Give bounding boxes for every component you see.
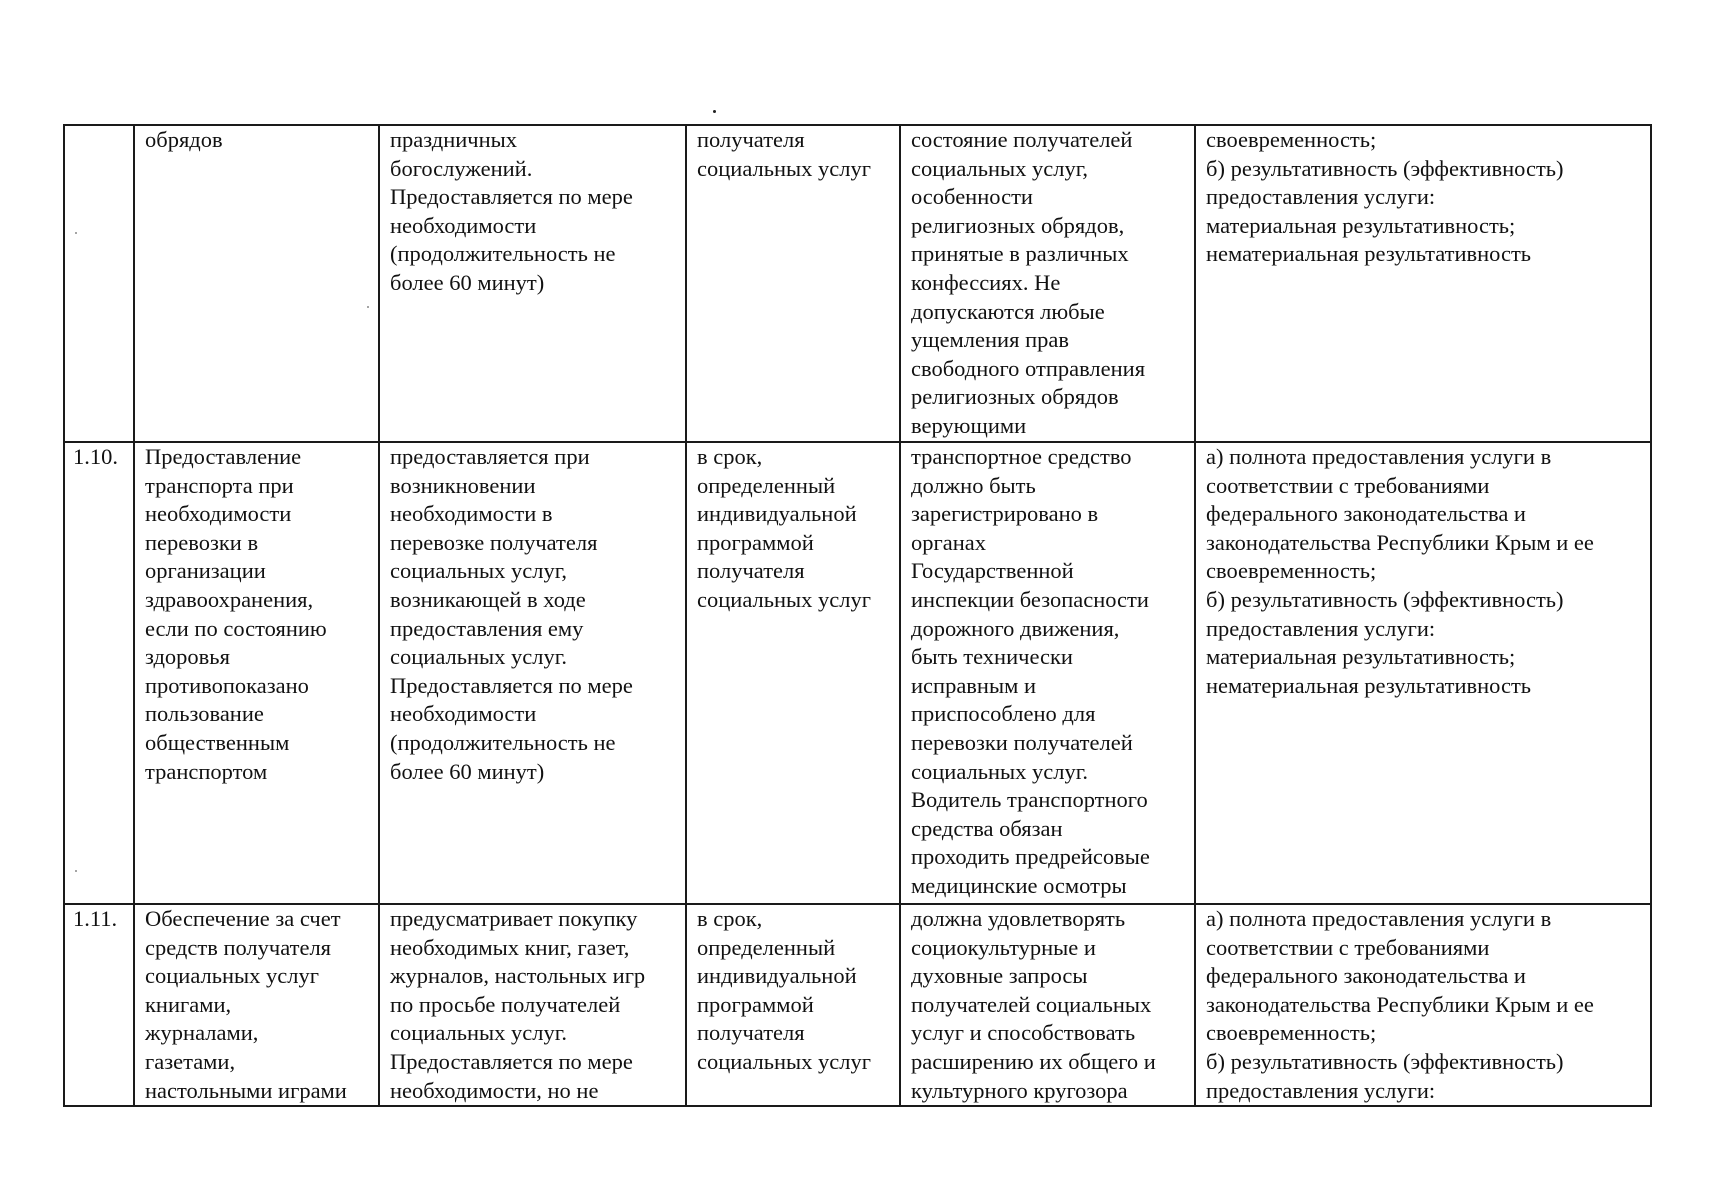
- table-row: [64, 442, 1651, 904]
- service-name-cell: [134, 904, 379, 1106]
- service-indicators-cell: [1195, 442, 1651, 904]
- scan-dot: [713, 110, 716, 113]
- cell-text-line: Предоставление: [145, 444, 302, 469]
- cell-text-line: должно быть: [911, 472, 1036, 498]
- service-content-cell: [379, 904, 686, 1106]
- cell-text-line: средства обязан: [911, 815, 1063, 841]
- cell-text-line: а) полнота предоставления услуги в: [1206, 906, 1552, 931]
- cell-text-line: б) результативность (эффективность): [1206, 1048, 1564, 1074]
- cell-text-line: получателя: [697, 127, 805, 152]
- row-number-cell: [64, 125, 134, 442]
- cell-text-line: в срок,: [697, 906, 763, 931]
- cell-text-line: богослужений.: [390, 155, 533, 181]
- cell-text-line: социальных услуг,: [911, 155, 1089, 181]
- cell-text-line: праздничных: [390, 127, 518, 152]
- cell-text-line: определенный: [697, 934, 836, 960]
- cell-text-line: своевременность;: [1206, 558, 1377, 584]
- cell-text-line: Предоставляется по мере: [390, 672, 633, 698]
- cell-text-line: Обеспечение за счет: [145, 906, 341, 931]
- cell-text-line: нематериальная результативность: [1206, 241, 1532, 267]
- cell-text-line: если по состоянию: [145, 615, 327, 641]
- service-conditions-cell: [900, 442, 1195, 904]
- cell-text-line: дорожного движения,: [911, 615, 1120, 641]
- cell-text-line: перевозке получателя: [390, 529, 598, 555]
- cell-text-line: перевозки получателей: [911, 729, 1133, 755]
- cell-text-line: предоставляется при: [390, 444, 590, 469]
- cell-text-line: необходимости: [390, 212, 537, 238]
- cell-text-line: расширению их общего и: [911, 1048, 1156, 1074]
- cell-text-line: перевозки в: [145, 529, 259, 555]
- cell-text-line: принятые в различных: [911, 241, 1129, 267]
- cell-text-line: духовные запросы: [911, 963, 1088, 989]
- cell-text-line: предоставления услуги:: [1206, 184, 1436, 210]
- service-indicators-cell: [1195, 904, 1651, 1106]
- cell-text-line: получателя: [697, 1020, 805, 1046]
- cell-text-line: программой: [697, 529, 814, 555]
- row-number-cell: 1.10.: [64, 442, 134, 904]
- cell-text-line: индивидуальной: [697, 963, 857, 989]
- cell-text-line: состояние получателей: [911, 127, 1133, 152]
- service-conditions-cell: [900, 904, 1195, 1106]
- row-number-cell: 1.11.: [64, 904, 134, 1106]
- cell-text-line: приспособлено для: [911, 701, 1096, 727]
- cell-text-line: проходить предрейсовые: [911, 844, 1150, 870]
- cell-text-line: социальных услуг: [697, 155, 871, 181]
- service-content-cell: [379, 125, 686, 442]
- cell-text-line: здравоохранения,: [145, 586, 314, 612]
- cell-text-line: социальных услуг,: [390, 558, 568, 584]
- cell-text-line: верующими: [911, 412, 1027, 438]
- cell-text-line: получателя: [697, 558, 805, 584]
- cell-text-line: программой: [697, 991, 814, 1017]
- cell-text-line: Предоставляется по мере: [390, 184, 633, 210]
- cell-text-line: здоровья: [145, 644, 230, 670]
- cell-text-line: особенности: [911, 184, 1033, 210]
- service-term-cell: [686, 125, 900, 442]
- cell-text-line: необходимости: [145, 501, 292, 527]
- cell-text-line: газетами,: [145, 1048, 236, 1074]
- cell-text-line: исправным и: [911, 672, 1036, 698]
- cell-text-line: в срок,: [697, 444, 763, 469]
- cell-text-line: противопоказано: [145, 672, 309, 698]
- cell-text-line: быть технически: [911, 644, 1073, 670]
- cell-text-line: необходимости в: [390, 501, 553, 527]
- cell-text-line: более 60 минут): [390, 269, 545, 295]
- cell-text-line: по просьбе получателей: [390, 991, 621, 1017]
- cell-text-line: транспортное средство: [911, 444, 1132, 469]
- cell-text-line: социальных услуг: [145, 963, 319, 989]
- cell-text-line: федерального законодательства и: [1206, 963, 1526, 989]
- cell-text-line: предусматривает покупку: [390, 906, 638, 931]
- table-row: [64, 125, 1651, 442]
- cell-text-line: соответствии с требованиями: [1206, 934, 1490, 960]
- table-row: [64, 904, 1651, 1106]
- cell-text-line: допускаются любые: [911, 298, 1105, 324]
- cell-text-line: инспекции безопасности: [911, 586, 1149, 612]
- cell-text-line: а) полнота предоставления услуги в: [1206, 444, 1552, 469]
- service-term-cell: [686, 904, 900, 1106]
- cell-text-line: необходимости, но не: [390, 1077, 599, 1103]
- service-conditions-cell: [900, 125, 1195, 442]
- cell-text-line: б) результативность (эффективность): [1206, 155, 1564, 181]
- cell-text-line: социальных услуг.: [390, 1020, 568, 1046]
- cell-text-line: религиозных обрядов,: [911, 212, 1125, 238]
- cell-text-line: свободного отправления: [911, 355, 1146, 381]
- cell-text-line: (продолжительность не: [390, 729, 616, 755]
- cell-text-line: настольными играми: [145, 1077, 347, 1103]
- cell-text-line: книгами,: [145, 991, 232, 1017]
- cell-text-line: материальная результативность;: [1206, 212, 1516, 238]
- cell-text-line: пользование: [145, 701, 264, 727]
- cell-text-line: транспортом: [145, 758, 268, 784]
- cell-text-line: должна удовлетворять: [911, 906, 1126, 931]
- service-term-cell: [686, 442, 900, 904]
- cell-text-line: предоставления услуги:: [1206, 615, 1436, 641]
- cell-text-line: средств получателя: [145, 934, 332, 960]
- service-name-cell: [134, 125, 379, 442]
- cell-text-line: федерального законодательства и: [1206, 501, 1526, 527]
- cell-text-line: обрядов: [145, 127, 223, 152]
- cell-text-line: религиозных обрядов: [911, 384, 1119, 410]
- cell-text-line: социокультурные и: [911, 934, 1096, 960]
- cell-text-line: журналами,: [145, 1020, 259, 1046]
- service-name-cell: [134, 442, 379, 904]
- cell-text-line: культурного кругозора: [911, 1077, 1128, 1103]
- cell-text-line: организации: [145, 558, 266, 584]
- cell-text-line: медицинские осмотры: [911, 872, 1127, 898]
- cell-text-line: Предоставляется по мере: [390, 1048, 633, 1074]
- cell-text-line: соответствии с требованиями: [1206, 472, 1490, 498]
- cell-text-line: возникновении: [390, 472, 536, 498]
- cell-text-line: своевременность;: [1206, 1020, 1377, 1046]
- cell-text-line: законодательства Республики Крым и ее: [1206, 991, 1594, 1017]
- cell-text-line: социальных услуг.: [390, 644, 568, 670]
- cell-text-line: социальных услуг.: [911, 758, 1089, 784]
- cell-text-line: социальных услуг: [697, 586, 871, 612]
- cell-text-line: материальная результативность;: [1206, 644, 1516, 670]
- cell-text-line: журналов, настольных игр: [390, 963, 646, 989]
- service-indicators-cell: [1195, 125, 1651, 442]
- cell-text-line: своевременность;: [1206, 127, 1377, 152]
- cell-text-line: предоставления ему: [390, 615, 584, 641]
- cell-text-line: органах: [911, 529, 986, 555]
- cell-text-line: транспорта при: [145, 472, 294, 498]
- cell-text-line: Государственной: [911, 558, 1074, 584]
- cell-text-line: индивидуальной: [697, 501, 857, 527]
- cell-text-line: определенный: [697, 472, 836, 498]
- services-table: [63, 124, 1652, 1107]
- cell-text-line: ущемления прав: [911, 327, 1069, 353]
- cell-text-line: общественным: [145, 729, 290, 755]
- cell-text-line: получателей социальных: [911, 991, 1152, 1017]
- cell-text-line: зарегистрировано в: [911, 501, 1099, 527]
- cell-text-line: социальных услуг: [697, 1048, 871, 1074]
- cell-text-line: Водитель транспортного: [911, 787, 1148, 813]
- cell-text-line: более 60 минут): [390, 758, 545, 784]
- cell-text-line: услуг и способствовать: [911, 1020, 1136, 1046]
- cell-text-line: законодательства Республики Крым и ее: [1206, 529, 1594, 555]
- cell-text-line: предоставления услуги:: [1206, 1077, 1436, 1103]
- service-content-cell: [379, 442, 686, 904]
- cell-text-line: конфессиях. Не: [911, 269, 1061, 295]
- cell-text-line: необходимых книг, газет,: [390, 934, 630, 960]
- cell-text-line: возникающей в ходе: [390, 586, 586, 612]
- cell-text-line: (продолжительность не: [390, 241, 616, 267]
- cell-text-line: необходимости: [390, 701, 537, 727]
- cell-text-line: нематериальная результативность: [1206, 672, 1532, 698]
- cell-text-line: б) результативность (эффективность): [1206, 586, 1564, 612]
